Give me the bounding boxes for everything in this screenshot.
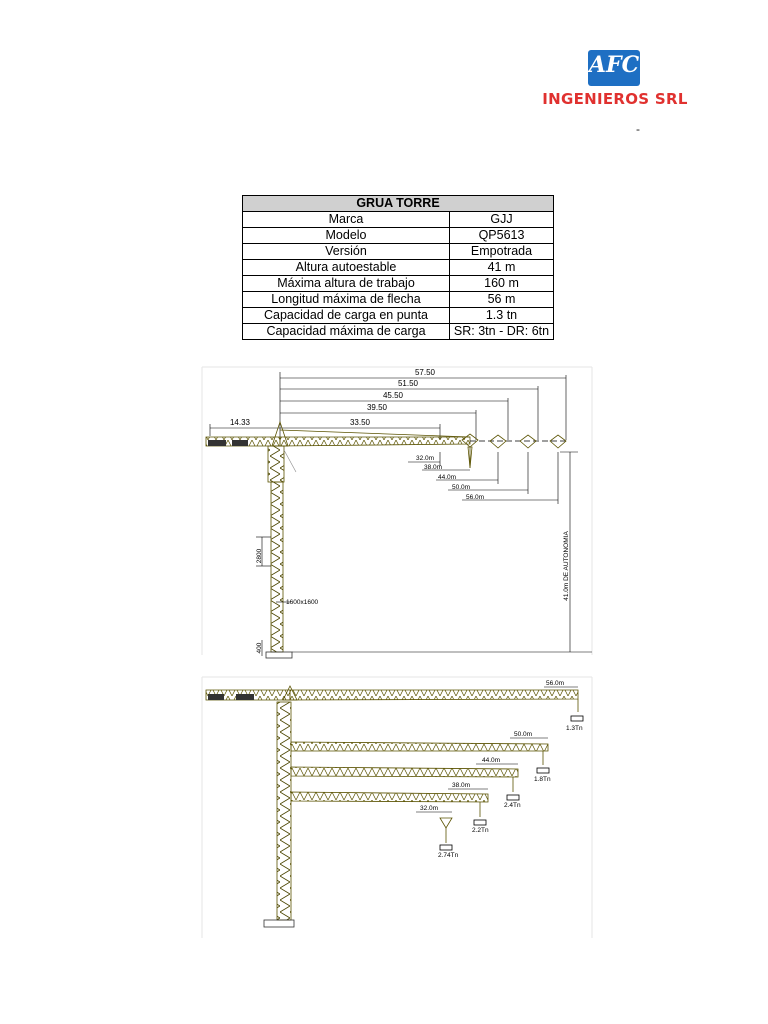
jib-config (416, 812, 452, 850)
mast-size-label: 1600x1600 (286, 599, 319, 606)
radius-label: 50.0m (452, 484, 471, 491)
height-dimension-line (292, 452, 592, 652)
radius-label: 38.0m (424, 464, 443, 471)
crane-elevation-drawing (202, 367, 592, 658)
radius-label: 56.0m (466, 494, 485, 501)
spec-value: SR: 3tn - DR: 6tn (450, 324, 554, 340)
dimension-label: 39.50 (366, 403, 388, 412)
config-load-label: 1.8Tn (534, 776, 551, 783)
spec-value: 41 m (450, 260, 554, 276)
spec-value: 1.3 tn (450, 308, 554, 324)
spec-value: QP5613 (450, 228, 554, 244)
spec-value: 56 m (450, 292, 554, 308)
dimension-label: 57.50 (414, 368, 436, 377)
crane-mast-bottom (277, 702, 291, 920)
spec-label: Máxima altura de trabajo (243, 276, 450, 292)
hook-positions (462, 434, 566, 468)
radius-label: 32.0m (416, 455, 435, 462)
config-load-label: 2.4Tn (504, 802, 521, 809)
spec-table-title: GRUA TORRE (243, 196, 554, 212)
radius-label: 44.0m (438, 474, 457, 481)
config-load-label: 1.3Tn (566, 725, 583, 732)
spec-label: Longitud máxima de flecha (243, 292, 450, 308)
config-load-label: 2.2Tn (472, 827, 489, 834)
spec-label: Altura autoestable (243, 260, 450, 276)
crane-mast (266, 446, 296, 658)
spec-label: Capacidad de carga en punta (243, 308, 450, 324)
spec-value: Empotrada (450, 244, 554, 260)
config-radius-label: 32.0m (420, 805, 439, 812)
crane-load-configurations (202, 677, 592, 938)
config-radius-label: 56.0m (546, 680, 565, 687)
spec-label: Versión (243, 244, 450, 260)
dash-mark: - (636, 122, 640, 136)
crane-base-bottom (264, 920, 294, 927)
jib-config (206, 686, 583, 721)
config-load-label: 2.74Tn (438, 852, 459, 859)
config-radius-label: 50.0m (514, 731, 533, 738)
spec-label: Modelo (243, 228, 450, 244)
spec-value: GJJ (450, 212, 554, 228)
spec-value: 160 m (450, 276, 554, 292)
spec-label: Marca (243, 212, 450, 228)
jib-config (291, 789, 488, 825)
mast-section-label: 2800 (256, 548, 263, 564)
base-label: 400 (256, 642, 263, 654)
dimension-label: 33.50 (349, 418, 371, 427)
dimension-label: 51.50 (397, 379, 419, 388)
config-radius-label: 44.0m (482, 757, 501, 764)
config-radius-label: 38.0m (452, 782, 471, 789)
company-name: INGENIEROS SRL (542, 90, 688, 108)
logo-mark: AFC (588, 52, 640, 78)
dimension-label: 45.50 (382, 391, 404, 400)
height-label: 41.0m DE AUTONOMIA (563, 531, 570, 601)
counter-jib-label: 14.33 (229, 418, 251, 427)
crane-jib (206, 422, 566, 446)
top-dimension-lines (210, 372, 566, 440)
spec-label: Capacidad máxima de carga (243, 324, 450, 340)
